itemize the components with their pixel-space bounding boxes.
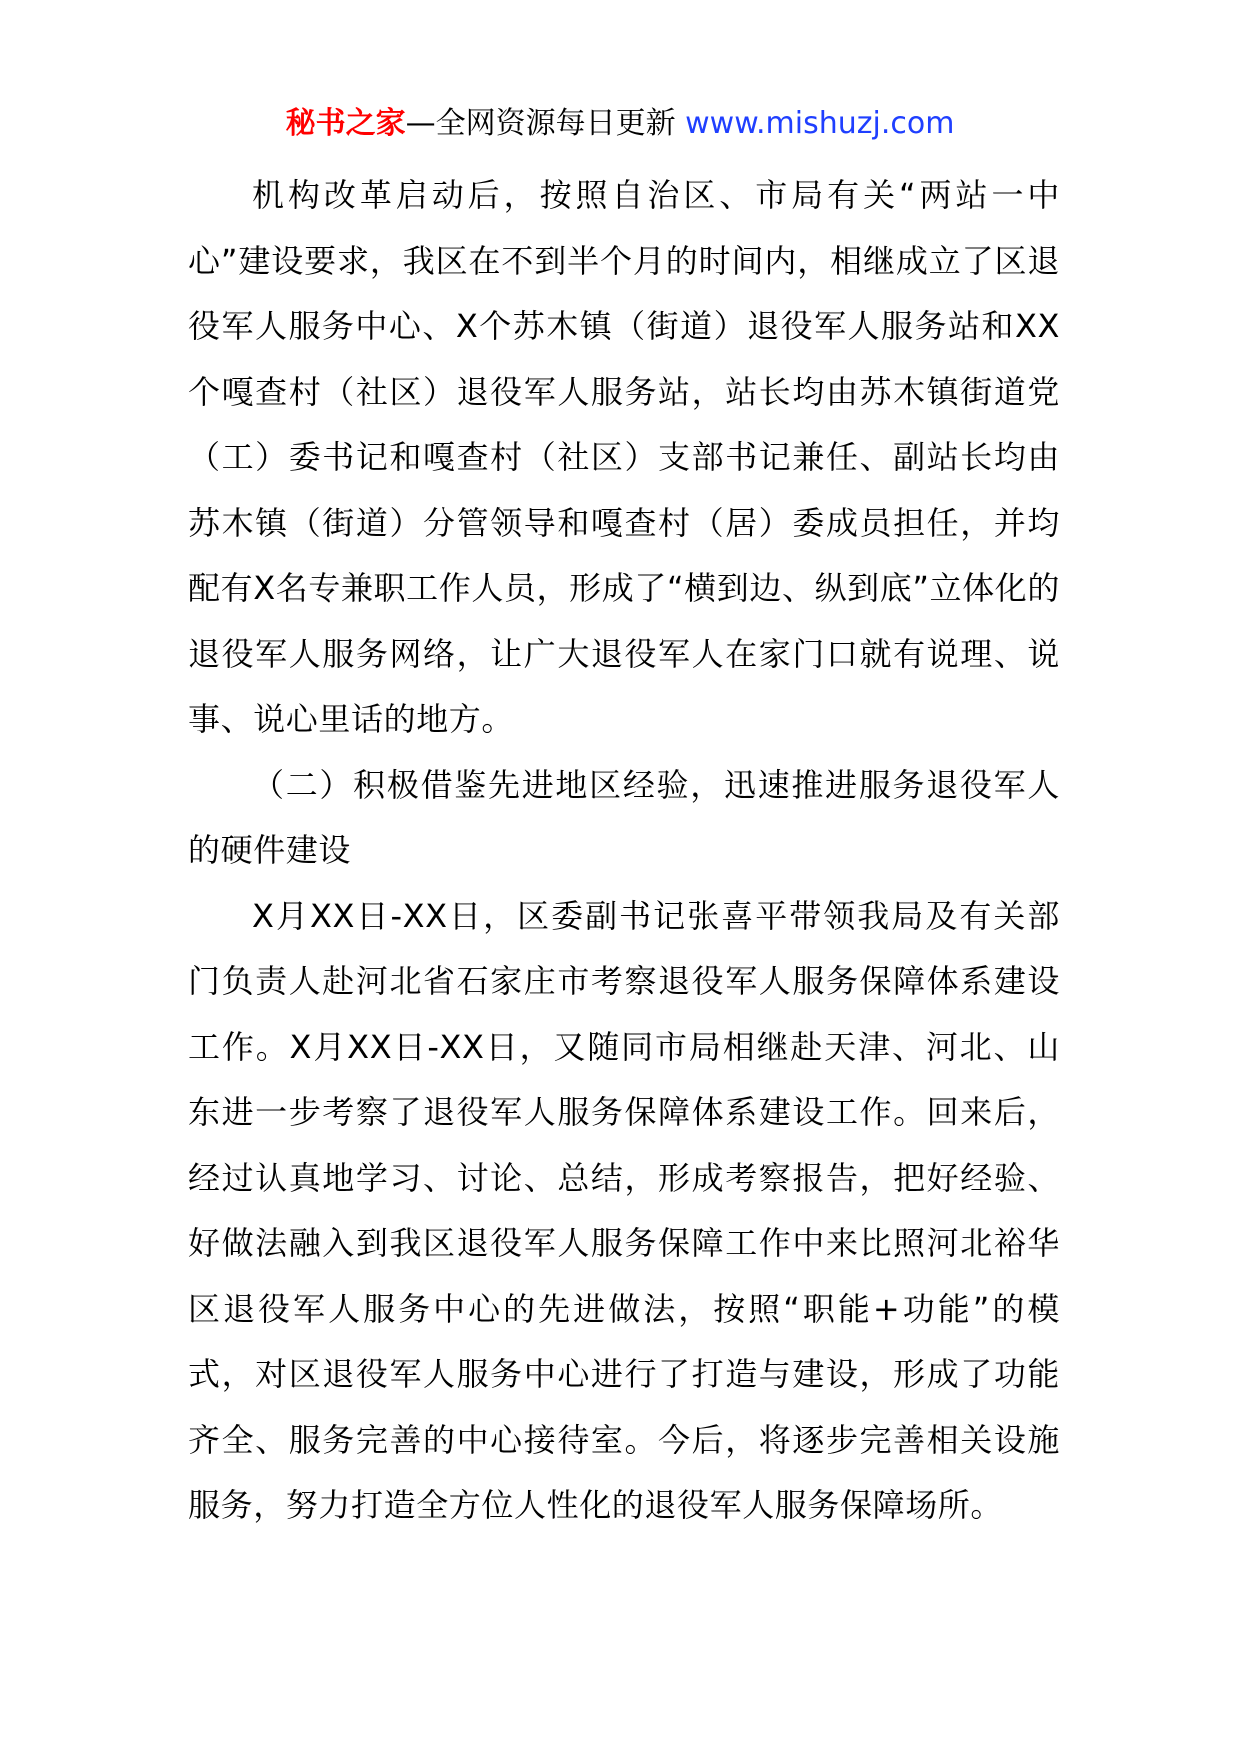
- header-url[interactable]: www.mishuzj.com: [685, 106, 955, 141]
- brand-name: 秘书之家: [285, 106, 406, 141]
- paragraph-service-network: 机构改革启动后，按照自治区、市局有关“两站一中心”建设要求，我区在不到半个月的时间内，相继成立了区退役军人服务中心、X个苏木镇（街道）退役军人服务站和XX个嘎查村（社区）退役军人服务站，站长均由苏木镇街道党（工）委书记和嘎查村（社区）支部书记兼任、副站长均由苏木镇（街道）分管领导和嘎查村（居）委成员担任，并均配有X名专兼职工作人员，形成了“横到边、纵到底”立体化的退役军人服务网络，让广大退役军人在家门口就有说理、说事、说心里话的地方。: [188, 176, 1060, 738]
- header-slogan: —全网资源每日更新: [405, 106, 676, 141]
- page-header: [0, 102, 1240, 146]
- document-body: [188, 163, 1060, 1539]
- section-heading-hardware: （二）积极借鉴先进地区经验，迅速推进服务退役军人的硬件建设: [188, 765, 1060, 869]
- paragraph-inspection: X月XX日-XX日，区委副书记张喜平带领我局及有关部门负责人赴河北省石家庄市考察退役军人服务保障体系建设工作。X月XX日-XX日，又随同市局相继赴天津、河北、山东进一步考察了退役军人服务保障体系建设工作。回来后，经过认真地学习、讨论、总结，形成考察报告，把好经验、好做法融入到我区退役军人服务保障工作中来比照河北裕华区退役军人服务中心的先进做法，按照“职能+功能”的模式，对区退役军人服务中心进行了打造与建设，形成了功能齐全、服务完善的中心接待室。今后，将逐步完善相关设施服务，努力打造全方位人性化的退役军人服务保障场所。: [188, 896, 1060, 1524]
